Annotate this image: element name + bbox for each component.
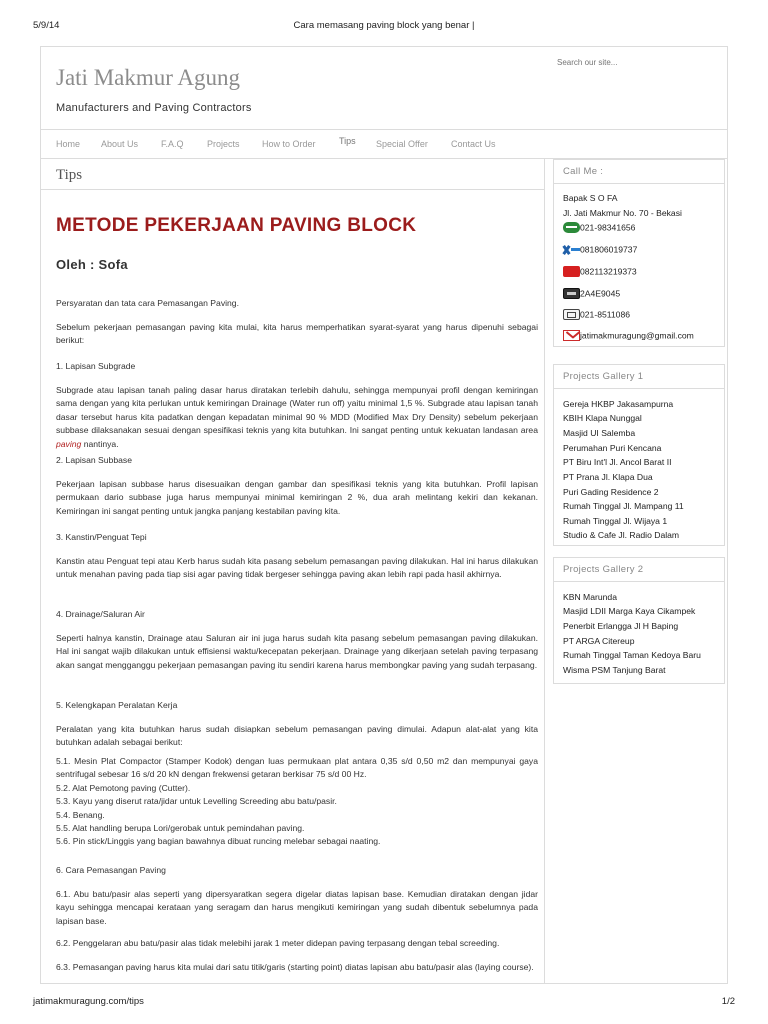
list-item: 5.4. Benang. — [56, 809, 105, 820]
list-item: 5.5. Alat handling berupa Lori/gerobak untuk pemindahan paving. — [56, 823, 305, 834]
gallery-link[interactable]: Gereja HKBP Jakasampurna — [563, 399, 674, 409]
call-me-widget — [553, 159, 725, 347]
telephone-icon — [563, 309, 580, 320]
phone-number: 021-8511086 — [580, 309, 631, 320]
paragraph: Peralatan yang kita butuhkan harus sudah disiapkan sebelum pemasangan paving dimulai. Adapun alat-alat yang kita butuhkan adalah sebagai berikut: — [56, 724, 538, 748]
smartfren-logo-icon — [563, 266, 580, 277]
list-item: 5.1. Mesin Plat Compactor (Stamper Kodok) dengan luas permukaan plat antara 0,35 s/d 0,50 m2 dan mempunyai gaya sentrifugal sebesar 16 s/d 20 kN dengan frekwensi getaran berkisar 75 s/d 00 Hz. — [56, 756, 538, 780]
gallery-link[interactable]: Studio & Cafe Jl. Radio Dalam — [563, 530, 680, 540]
gallery-link[interactable]: Rumah Tinggal Jl. Mampang 11 — [563, 501, 684, 511]
xl-logo-icon — [563, 244, 580, 255]
site-header — [41, 47, 727, 129]
paragraph: 6.2. Penggelaran abu batu/pasir alas tidak melebihi jarak 1 meter didepan paving terpasang dengan tebal screeding. — [56, 938, 500, 948]
contact-name: Bapak S O FA — [563, 193, 618, 203]
nav-contact-us[interactable]: Contact Us — [451, 139, 496, 149]
gallery-link[interactable]: Penerbit Erlangga Jl H Baping — [563, 621, 679, 631]
nav-projects[interactable]: Projects — [207, 139, 240, 149]
gallery-link[interactable]: PT Prana Jl. Klapa Dua — [563, 472, 653, 482]
gallery-link[interactable]: Rumah Tinggal Taman Kedoya Baru — [563, 650, 701, 660]
gallery-link[interactable]: Perumahan Puri Kencana — [563, 443, 662, 453]
contact-telephone[interactable] — [563, 309, 630, 323]
divider — [554, 581, 724, 582]
phone-number: 082113219373 — [580, 266, 637, 277]
divider — [554, 183, 724, 184]
step-heading: 4. Drainage/Saluran Air — [56, 609, 145, 619]
step-heading: 3. Kanstin/Penguat Tepi — [56, 532, 147, 542]
paragraph — [56, 384, 538, 451]
gallery-link[interactable]: Puri Gading Residence 2 — [563, 487, 659, 497]
section-title: Tips — [56, 167, 83, 183]
bb-pin: 2A4E9045 — [580, 288, 621, 299]
contact-email[interactable] — [563, 330, 694, 344]
main-content — [41, 159, 545, 984]
search-input[interactable] — [557, 55, 717, 69]
step-heading: 1. Lapisan Subgrade — [56, 361, 136, 371]
step-heading: 6. Cara Pemasangan Paving — [56, 865, 166, 875]
paving-link[interactable]: paving — [56, 438, 82, 449]
list-item: 5.6. Pin stick/Linggis yang bagian bawahnya dibuat runcing melebar sebagai naating. — [56, 836, 381, 847]
gallery-link[interactable]: Masjid UI Salemba — [563, 428, 636, 438]
nav-how-to-order[interactable]: How to Order — [262, 139, 316, 149]
nav-faq[interactable]: F.A.Q — [161, 139, 184, 149]
site-tagline: Manufacturers and Paving Contractors — [56, 102, 252, 114]
nav-tips[interactable]: Tips — [339, 136, 356, 146]
contact-smartfren[interactable] — [563, 266, 637, 280]
widget-title: Call Me : — [563, 166, 604, 177]
step-heading: 2. Lapisan Subbase — [56, 455, 132, 465]
nav-about-us[interactable]: About Us — [101, 139, 139, 149]
widget-title: Projects Gallery 2 — [563, 564, 644, 575]
print-header — [33, 20, 735, 34]
contact-xl[interactable] — [563, 244, 637, 258]
step-heading: 5. Kelengkapan Peralatan Kerja — [56, 700, 178, 710]
print-url: jatimakmuragung.com/tips — [33, 996, 144, 1007]
gallery-link[interactable]: KBN Marunda — [563, 592, 617, 602]
gallery-link[interactable]: PT Biru Int'l Jl. Ancol Barat II — [563, 457, 672, 467]
projects-gallery-1-widget — [553, 364, 725, 546]
paragraph: Persyaratan dan tata cara Pemasangan Paving. — [56, 298, 239, 308]
post-title: METODE PEKERJAAN PAVING BLOCK — [56, 215, 417, 236]
nav-special-offer[interactable]: Special Offer — [376, 139, 428, 149]
gallery-link[interactable]: Rumah Tinggal Jl. Wijaya 1 — [563, 516, 668, 526]
nav-home[interactable]: Home — [56, 139, 81, 149]
print-page-number: 1/2 — [721, 996, 735, 1007]
widget-title: Projects Gallery 1 — [563, 371, 644, 382]
paragraph: Pekerjaan lapisan subbase harus disesuaikan dengan gambar dan spesifikasi teknis yang kita butuhkan. Profil lapisan permukaan dario subbase juga harus mempunyai minimal kemiringan 2 %, dua arah melintang kekiri dan kekanan. Kemiringan ini sangat penting untuk jangka panjang kestabilan paving kita. — [56, 479, 538, 516]
paragraph-text: nantinya. — [83, 438, 119, 449]
print-page-title: Cara memasang paving block yang benar | — [293, 20, 475, 31]
main-nav — [41, 129, 727, 159]
paragraph: Sebelum pekerjaan pemasangan paving kita mulai, kita harus memperhatikan syarat-syarat yang harus dipenuhi sebagai berikut: — [56, 322, 538, 346]
gallery-link[interactable]: Masjid LDII Marga Kaya Cikampek — [563, 606, 696, 616]
divider — [554, 388, 724, 389]
print-footer — [33, 996, 735, 1010]
contact-blackberry[interactable] — [563, 288, 620, 302]
paragraph: Seperti halnya kanstin, Drainage atau Saluran air ini juga harus sudah kita pasang sebelum pemasangan paving dilakukan. Hal ini sangat wajib dilakukan untuk effisiensi waktu/kecepatan pekerjaan. Drainage yang dikerjaan setelah paving terpasang akan sangat mengganggu pekerjaan pemasangan paving itu sendiri karena harus membongkar paving yang sudah terpasang. — [56, 633, 538, 670]
site-title[interactable]: Jati Makmur Agung — [56, 65, 240, 90]
blackberry-icon — [563, 288, 580, 299]
gmail-icon — [563, 330, 580, 341]
esia-logo-icon — [563, 222, 580, 233]
divider — [41, 189, 544, 190]
gallery-link[interactable]: Wisma PSM Tanjung Barat — [563, 665, 666, 675]
tool-list — [56, 755, 538, 849]
paragraph-text: Subgrade atau lapisan tanah paling dasar harus diratakan terlebih dahulu, sehingga mempunyai profil dengan kemiringan sama dengan yang kita perlukan untuk kemiringan Drainage (Water run off) yaitu minimal 1,5 %. Subgrade atau lapisan tanah dasar tersebut harus kita padatkan dengan kepadatan minimal 90 % MDD (Modified Max Dry Density) sebelum pekerjaan subbase dilaksanakan sesuai dengan spesifikasi teknis yang kita butuhkan. Ini sangat penting untuk kekuatan landasan area — [56, 385, 538, 436]
paragraph: 6.3. Pemasangan paving harus kita mulai dari satu titik/garis (starting point) diatas lapisan abu batu/pasir alas (laying course). — [56, 962, 534, 972]
sidebar — [553, 159, 727, 984]
phone-number: 081806019737 — [580, 244, 638, 255]
projects-gallery-2-widget — [553, 557, 725, 684]
contact-address: Jl. Jati Makmur No. 70 - Bekasi — [563, 208, 682, 218]
gallery-link[interactable]: PT ARGA Citereup — [563, 636, 635, 646]
list-item: 5.2. Alat Pemotong paving (Cutter). — [56, 782, 191, 793]
gallery-link[interactable]: KBIH Klapa Nunggal — [563, 413, 642, 423]
paragraph: 6.1. Abu batu/pasir alas seperti yang dipersyaratkan segera digelar diatas lapisan base. Kemudian diratakan dengan jidar kayu sehingga mencapai kerataan yang seragam dan harus mengikuti kemiringan yang sudah dibentuk sebelumnya pada lapisan base. — [56, 889, 538, 926]
paragraph: Kanstin atau Penguat tepi atau Kerb harus sudah kita pasang sebelum pemasangan paving dilakukan. Hal ini harus dilakukan untuk menahan paving pada tiap sisi agar paving tidak bergeser sehingga paving akan lebih rapi pada hasil akhirnya. — [56, 556, 538, 580]
post-author: Oleh : Sofa — [56, 257, 128, 272]
print-date: 5/9/14 — [33, 20, 60, 31]
contact-esia[interactable] — [563, 222, 635, 236]
phone-number: 021-98341656 — [580, 222, 636, 233]
list-item: 5.3. Kayu yang diserut rata/jidar untuk Levelling Screeding abu batu/pasir. — [56, 796, 337, 807]
email-address: jatimakmuragung@gmail.com — [580, 330, 694, 341]
page-frame — [40, 46, 728, 984]
